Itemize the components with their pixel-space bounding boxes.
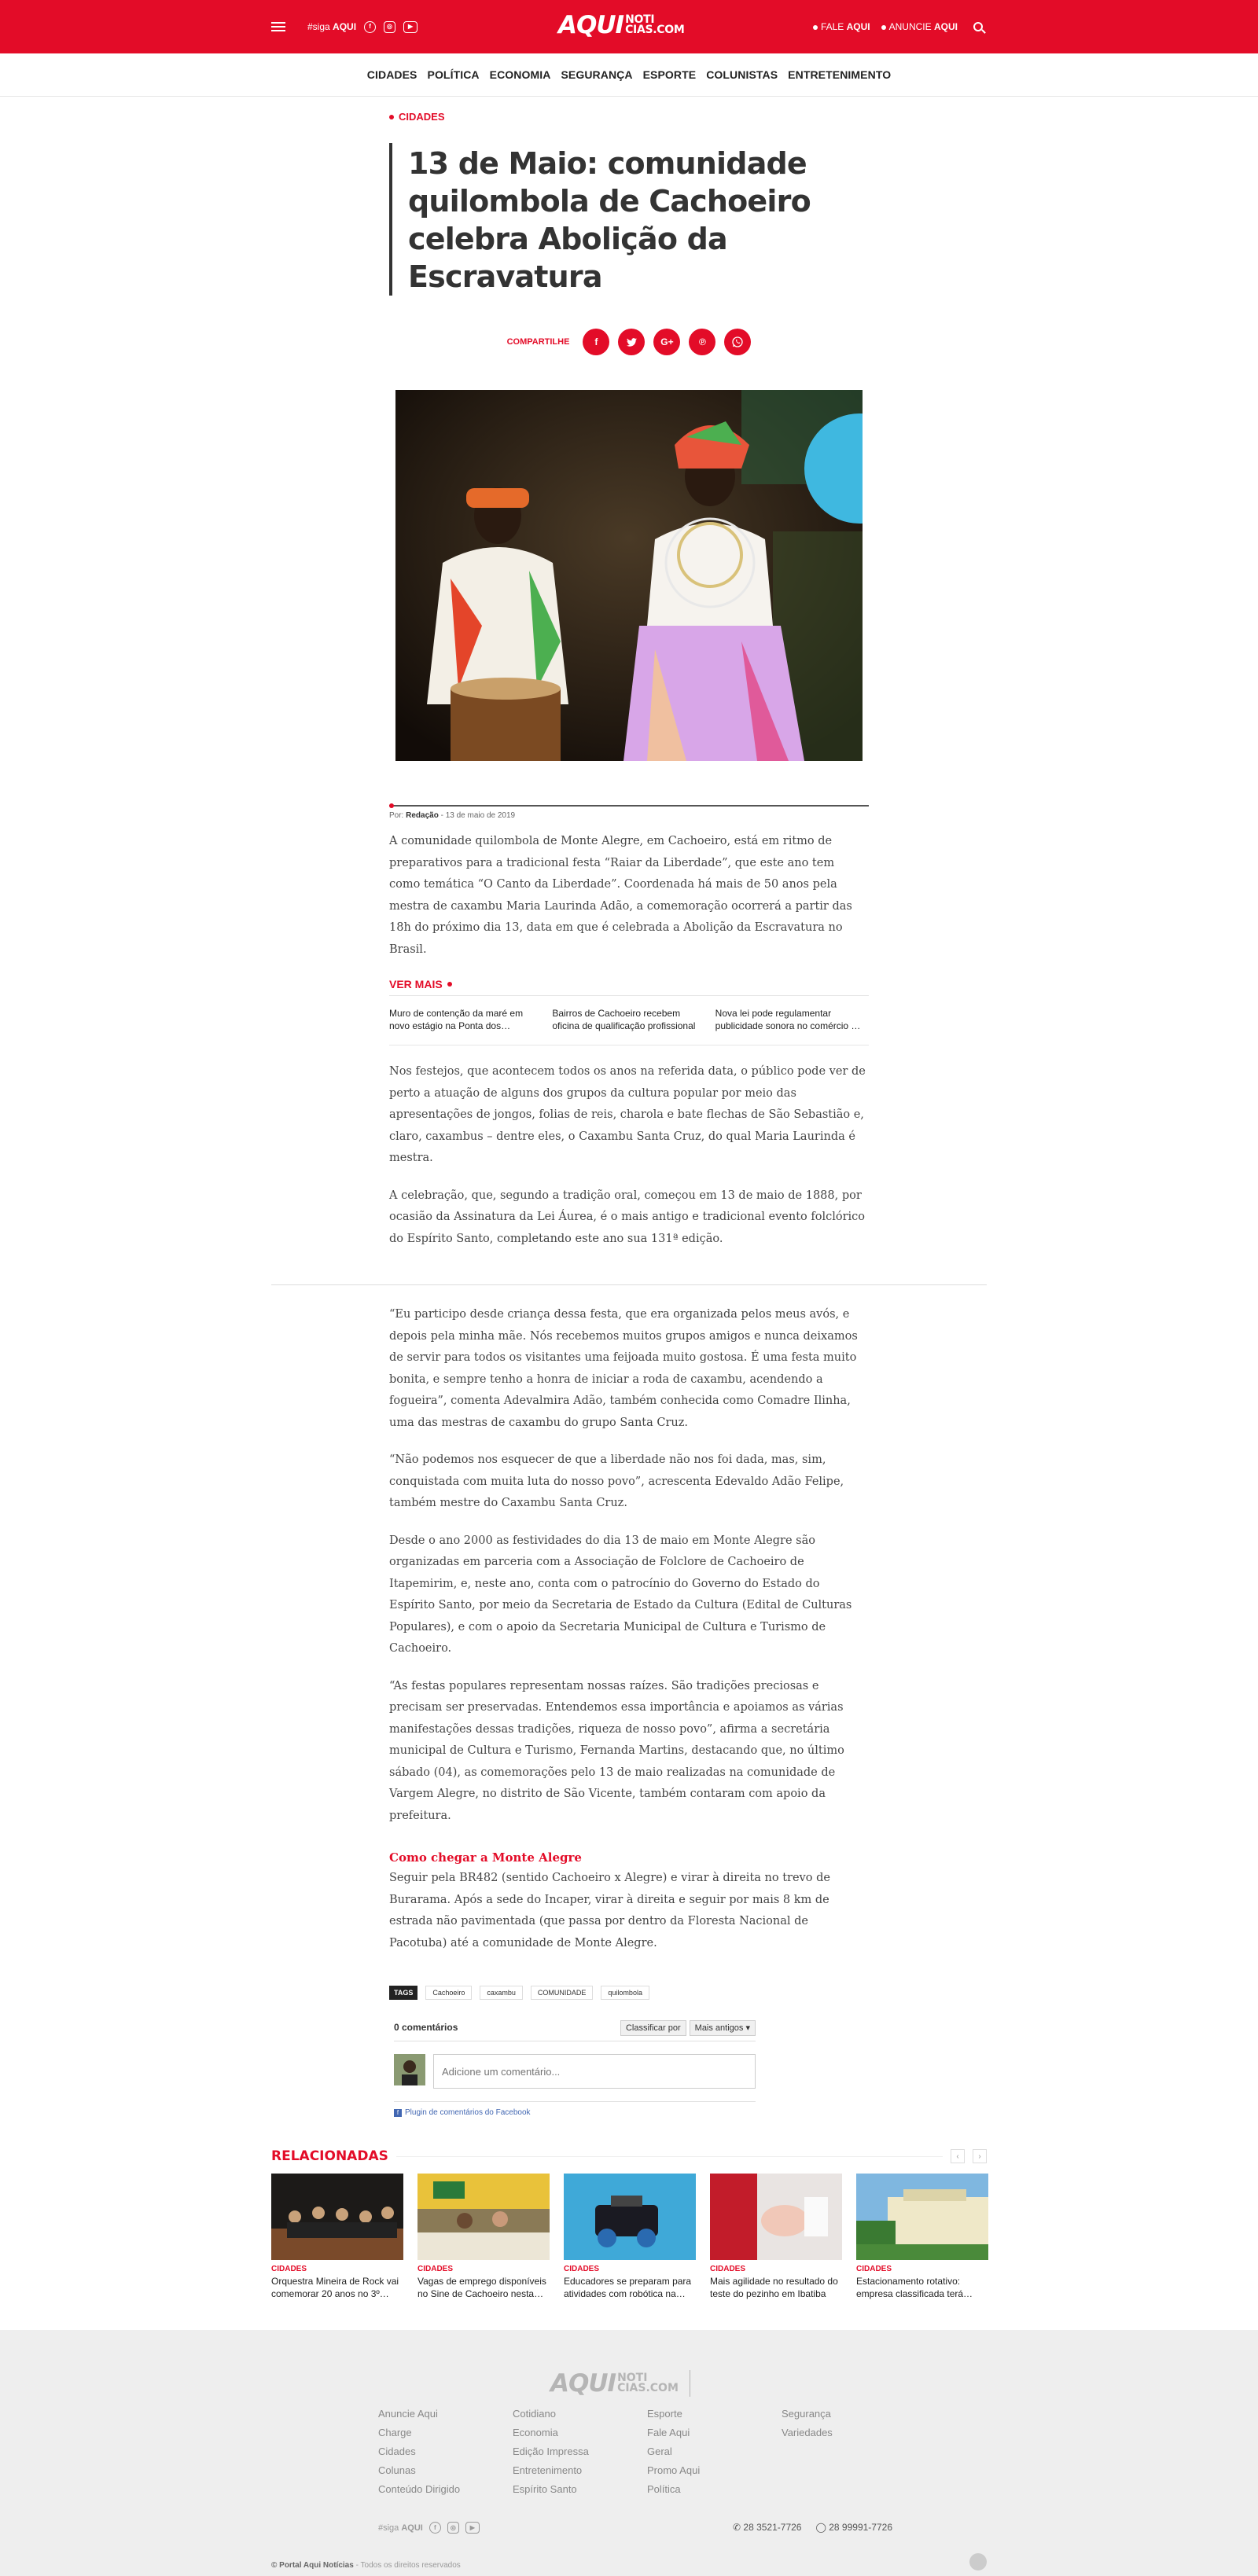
footer-link[interactable]: Conteúdo Dirigido — [378, 2483, 461, 2495]
article-paragraph: “Eu participo desde criança dessa festa, que era organizada pelos meus avós, e depois pela minha mãe. Nós recebemos muitos grupos amigos e nunca deixamos de servir para todos os visitantes uma feijoada muito gostosa. É uma festa muito bonita, e sempre tenho a honra de iniciar a roda de caxambu, acendendo a fogueira”, comenta Adevalmira Adão, também conhecida como Comadre Ilinha, uma das mestras de caxambu do grupo Santa Cruz. — [389, 1308, 858, 1429]
nav-colunistas[interactable]: COLUNISTAS — [706, 68, 778, 81]
article-paragraph: Nos festejos, que acontecem todos os anos na referida data, o público pode ver de perto a atuação de alguns dos grupos da cultura popular por meio das apresentações de jongos, folias de reis, charola e bate flechas de São Sebastião e, claro, caxambus – dentre eles, o Caxambu Santa Cruz, do qual Maria Laurinda é mestra. — [389, 1065, 866, 1164]
fale-aqui-link[interactable]: FALE AQUI — [813, 21, 870, 32]
share-bar — [389, 329, 869, 355]
article-paragraph: A celebração, que, segundo a tradição oral, começou em 13 de maio de 1888, por ocasião da Assinatura da Lei Áurea, é o mais antigo e tradicional evento folclórico do Espírito Santo, completando este ano sua 131ª edição. — [389, 1189, 866, 1245]
article-paragraph: Seguir pela BR482 (sentido Cachoeiro x Alegre) e virar à direita no trevo de Burarama. Após a sede do Incaper, virar à direita e seguir por mais 8 km de estrada não pavimentada (que passa por dentro da Floresta Nacional de Pacotuba) até a comunidade de Monte Alegre. — [389, 1872, 830, 1949]
share-pinterest-icon[interactable]: ℗ — [689, 329, 715, 355]
tag-link[interactable]: caxambu — [480, 1986, 523, 2000]
footer-phones — [733, 2522, 892, 2533]
facebook-comments — [394, 2022, 756, 2117]
related-card[interactable]: CIDADES Educadores se preparam para atividades com robótica na… — [564, 2174, 696, 2300]
avatar — [394, 2054, 425, 2085]
logo-side: NOTI CIAS.COM — [625, 13, 685, 36]
footer-link[interactable]: Entretenimento — [513, 2464, 583, 2476]
youtube-icon[interactable]: ▶ — [403, 21, 417, 33]
footer-link[interactable]: Colunas — [378, 2464, 416, 2476]
nav-cidades[interactable]: CIDADES — [366, 68, 417, 81]
article-photo — [395, 390, 863, 761]
article-paragraph: “Não podemos nos esquecer de que a liberdade não nos foi dada, mas, sim, conquistada com muita luta do nosso povo”, acrescenta Edevaldo Adão Felipe, também mestre do Caxambu Santa Cruz. — [389, 1453, 844, 1509]
footer-link[interactable]: Edição Impressa — [513, 2446, 589, 2457]
top-bar-left — [271, 0, 417, 53]
site-logo[interactable] — [558, 11, 685, 39]
related-card[interactable]: CIDADES Mais agilidade no resultado do teste do pezinho em Ibatiba — [710, 2174, 842, 2300]
article-category[interactable]: CIDADES — [389, 111, 869, 123]
sort-control: Classificar por Mais antigos ▾ — [617, 2023, 756, 2033]
footer-link[interactable]: Cidades — [378, 2446, 416, 2457]
top-bar — [0, 0, 1258, 53]
footer-link[interactable]: Economia — [513, 2427, 558, 2438]
related-image — [856, 2174, 988, 2260]
sort-select[interactable]: Mais antigos ▾ — [690, 2020, 756, 2036]
menu-icon[interactable] — [271, 22, 285, 31]
footer-link[interactable]: Charge — [378, 2427, 412, 2438]
siga-aqui-label: #siga AQUI — [307, 21, 357, 32]
related-image — [710, 2174, 842, 2260]
tag-link[interactable]: quilombola — [601, 1986, 649, 2000]
tags-bar — [389, 1986, 869, 2000]
comment-count: 0 comentários — [394, 2022, 458, 2033]
instagram-icon[interactable]: ◎ — [384, 21, 395, 33]
whatsapp-icon: ◯ — [815, 2522, 826, 2533]
youtube-icon[interactable]: ▶ — [465, 2522, 480, 2534]
tag-link[interactable]: COMUNIDADE — [531, 1986, 594, 2000]
footer-links — [378, 2405, 916, 2499]
nav-economia[interactable]: ECONOMIA — [489, 68, 551, 81]
footer-link[interactable]: Espírito Santo — [513, 2483, 577, 2495]
related-card[interactable]: CIDADES Estacionamento rotativo: empresa classificada terá… — [856, 2174, 988, 2300]
article-continued — [389, 1304, 869, 2117]
byline: Por: Redação - 13 de maio de 2019 — [389, 805, 869, 820]
related-section — [271, 2148, 987, 2300]
related-prev-button[interactable]: ‹ — [951, 2149, 965, 2163]
article-paragraph: Desde o ano 2000 as festividades do dia 13 de maio em Monte Alegre são organizadas em parceria com a Associação de Folclore de Cachoeiro de Itapemirim, e, neste ano, conta com o patrocínio do Governo do Estado do Espírito Santo, por meio da Secretaria de Estado da Cultura (Edital de Culturas Populares), e com o apoio da Secretaria Municipal de Cultura e Turismo de Cachoeiro. — [389, 1534, 852, 1655]
footer-social: #siga AQUI f ◎ ▶ — [378, 2522, 480, 2534]
ver-mais-heading: VER MAIS — [389, 978, 869, 996]
related-card[interactable]: CIDADES Orquestra Mineira de Rock vai comemorar 20 anos no 3º… — [271, 2174, 403, 2300]
ver-mais-list — [389, 996, 869, 1045]
phone-number[interactable]: ✆ 28 3521-7726 — [732, 2522, 802, 2533]
instagram-icon[interactable]: ◎ — [447, 2522, 459, 2534]
related-next-button[interactable]: › — [973, 2149, 987, 2163]
article-paragraph: A comunidade quilombola de Monte Alegre, em Cachoeiro, está em ritmo de preparativos para a tradicional festa “Raiar da Liberdade”, que este ano tem como temática “O Canto da Liberdade”. Coordenada há mais de 50 anos pela mestra de caxambu Maria Laurinda Adão, a comemoração ocorrerá a partir das 18h do próximo dia 13, data em que é celebrada a Abolição da Escravatura no Brasil. — [389, 835, 852, 956]
phone-icon: ✆ — [732, 2522, 741, 2533]
nav-politica[interactable]: POLÍTICA — [427, 68, 480, 81]
nav-entretenimento[interactable]: ENTRETENIMENTO — [788, 68, 892, 81]
ver-mais-item[interactable]: Muro de contenção da maré em novo estágio na Ponta dos… — [389, 1008, 524, 1031]
footer-link[interactable]: Cotidiano — [513, 2408, 556, 2420]
facebook-icon[interactable]: f — [364, 21, 376, 33]
footer-link[interactable]: Anuncie Aqui — [378, 2408, 438, 2420]
nav-esporte[interactable]: ESPORTE — [642, 68, 697, 81]
ver-mais-item[interactable]: Nova lei pode regulamentar publicidade sonora no comércio … — [715, 1008, 861, 1031]
fb-plugin-link[interactable]: f Plugin de comentários do Facebook — [394, 2108, 756, 2117]
footer-logo[interactable]: AQUI NOTI CIAS.COM — [550, 2369, 690, 2398]
search-icon[interactable] — [973, 22, 983, 31]
article-paragraph: “As festas populares representam nossas raízes. São tradições preciosas e precisam ser preservadas. Entendemos essa importância e apoiamos as várias manifestações dessas tradições, riqueza de nosso povo”, afirma a secretária municipal de Cultura e Turismo, Fernanda Martins, destacando que, no último sábado (04), as comemorações pelo 13 de maio realizadas na comunidade de Vargem Alegre, no distrito de São Vicente, também contaram com apoio da prefeitura. — [389, 1679, 844, 1822]
author-name[interactable]: Redação — [406, 811, 439, 820]
anuncie-aqui-link[interactable]: ANUNCIE AQUI — [881, 21, 958, 32]
related-image — [564, 2174, 696, 2260]
footer-link[interactable]: Política — [647, 2483, 681, 2495]
footer — [0, 2330, 1258, 2576]
developer-logo-icon[interactable] — [969, 2553, 987, 2570]
article — [389, 111, 869, 1250]
footer-link[interactable]: Promo Aqui — [647, 2464, 701, 2476]
ver-mais-item[interactable]: Bairros de Cachoeiro recebem oficina de qualificação profissional — [552, 1008, 696, 1031]
logo-main: AQUI — [558, 11, 624, 39]
footer-link[interactable]: Esporte — [647, 2408, 682, 2420]
article-subheading: Como chegar a Monte Alegre — [389, 1850, 582, 1865]
related-card[interactable]: CIDADES Vagas de emprego disponíveis no Sine de Cachoeiro nesta… — [417, 2174, 550, 2300]
footer-link[interactable]: Variedades — [782, 2427, 833, 2438]
section-divider — [271, 1284, 987, 1285]
footer-link[interactable]: Segurança — [782, 2408, 831, 2420]
article-title: 13 de Maio: comunidade quilombola de Cachoeiro celebra Abolição da Escravatura — [389, 143, 869, 296]
comment-input[interactable] — [433, 2054, 756, 2089]
main-nav — [0, 53, 1258, 97]
share-label: COMPARTILHE — [506, 337, 570, 347]
share-whatsapp-icon[interactable] — [724, 329, 751, 355]
footer-link[interactable]: Fale Aqui — [647, 2427, 690, 2438]
related-title: RELACIONADAS — [271, 2148, 388, 2164]
tag-link[interactable]: Cachoeiro — [425, 1986, 472, 2000]
facebook-icon[interactable]: f — [429, 2522, 441, 2534]
tags-label: TAGS — [389, 1986, 417, 2000]
share-twitter-icon[interactable] — [618, 329, 645, 355]
share-google-plus-icon[interactable]: G+ — [653, 329, 680, 355]
facebook-icon: f — [394, 2109, 402, 2117]
footer-link[interactable]: Geral — [647, 2446, 672, 2457]
whatsapp-number[interactable]: ◯ 28 99991-7726 — [815, 2522, 892, 2533]
share-facebook-icon[interactable]: f — [583, 329, 609, 355]
related-image — [417, 2174, 550, 2260]
nav-seguranca[interactable]: SEGURANÇA — [561, 68, 633, 81]
publish-date: - 13 de maio de 2019 — [440, 811, 516, 820]
copyright: © Portal Aqui Notícias - Todos os direitos reservados — [271, 2561, 461, 2570]
top-bar-right — [813, 0, 983, 53]
related-image — [271, 2174, 403, 2260]
